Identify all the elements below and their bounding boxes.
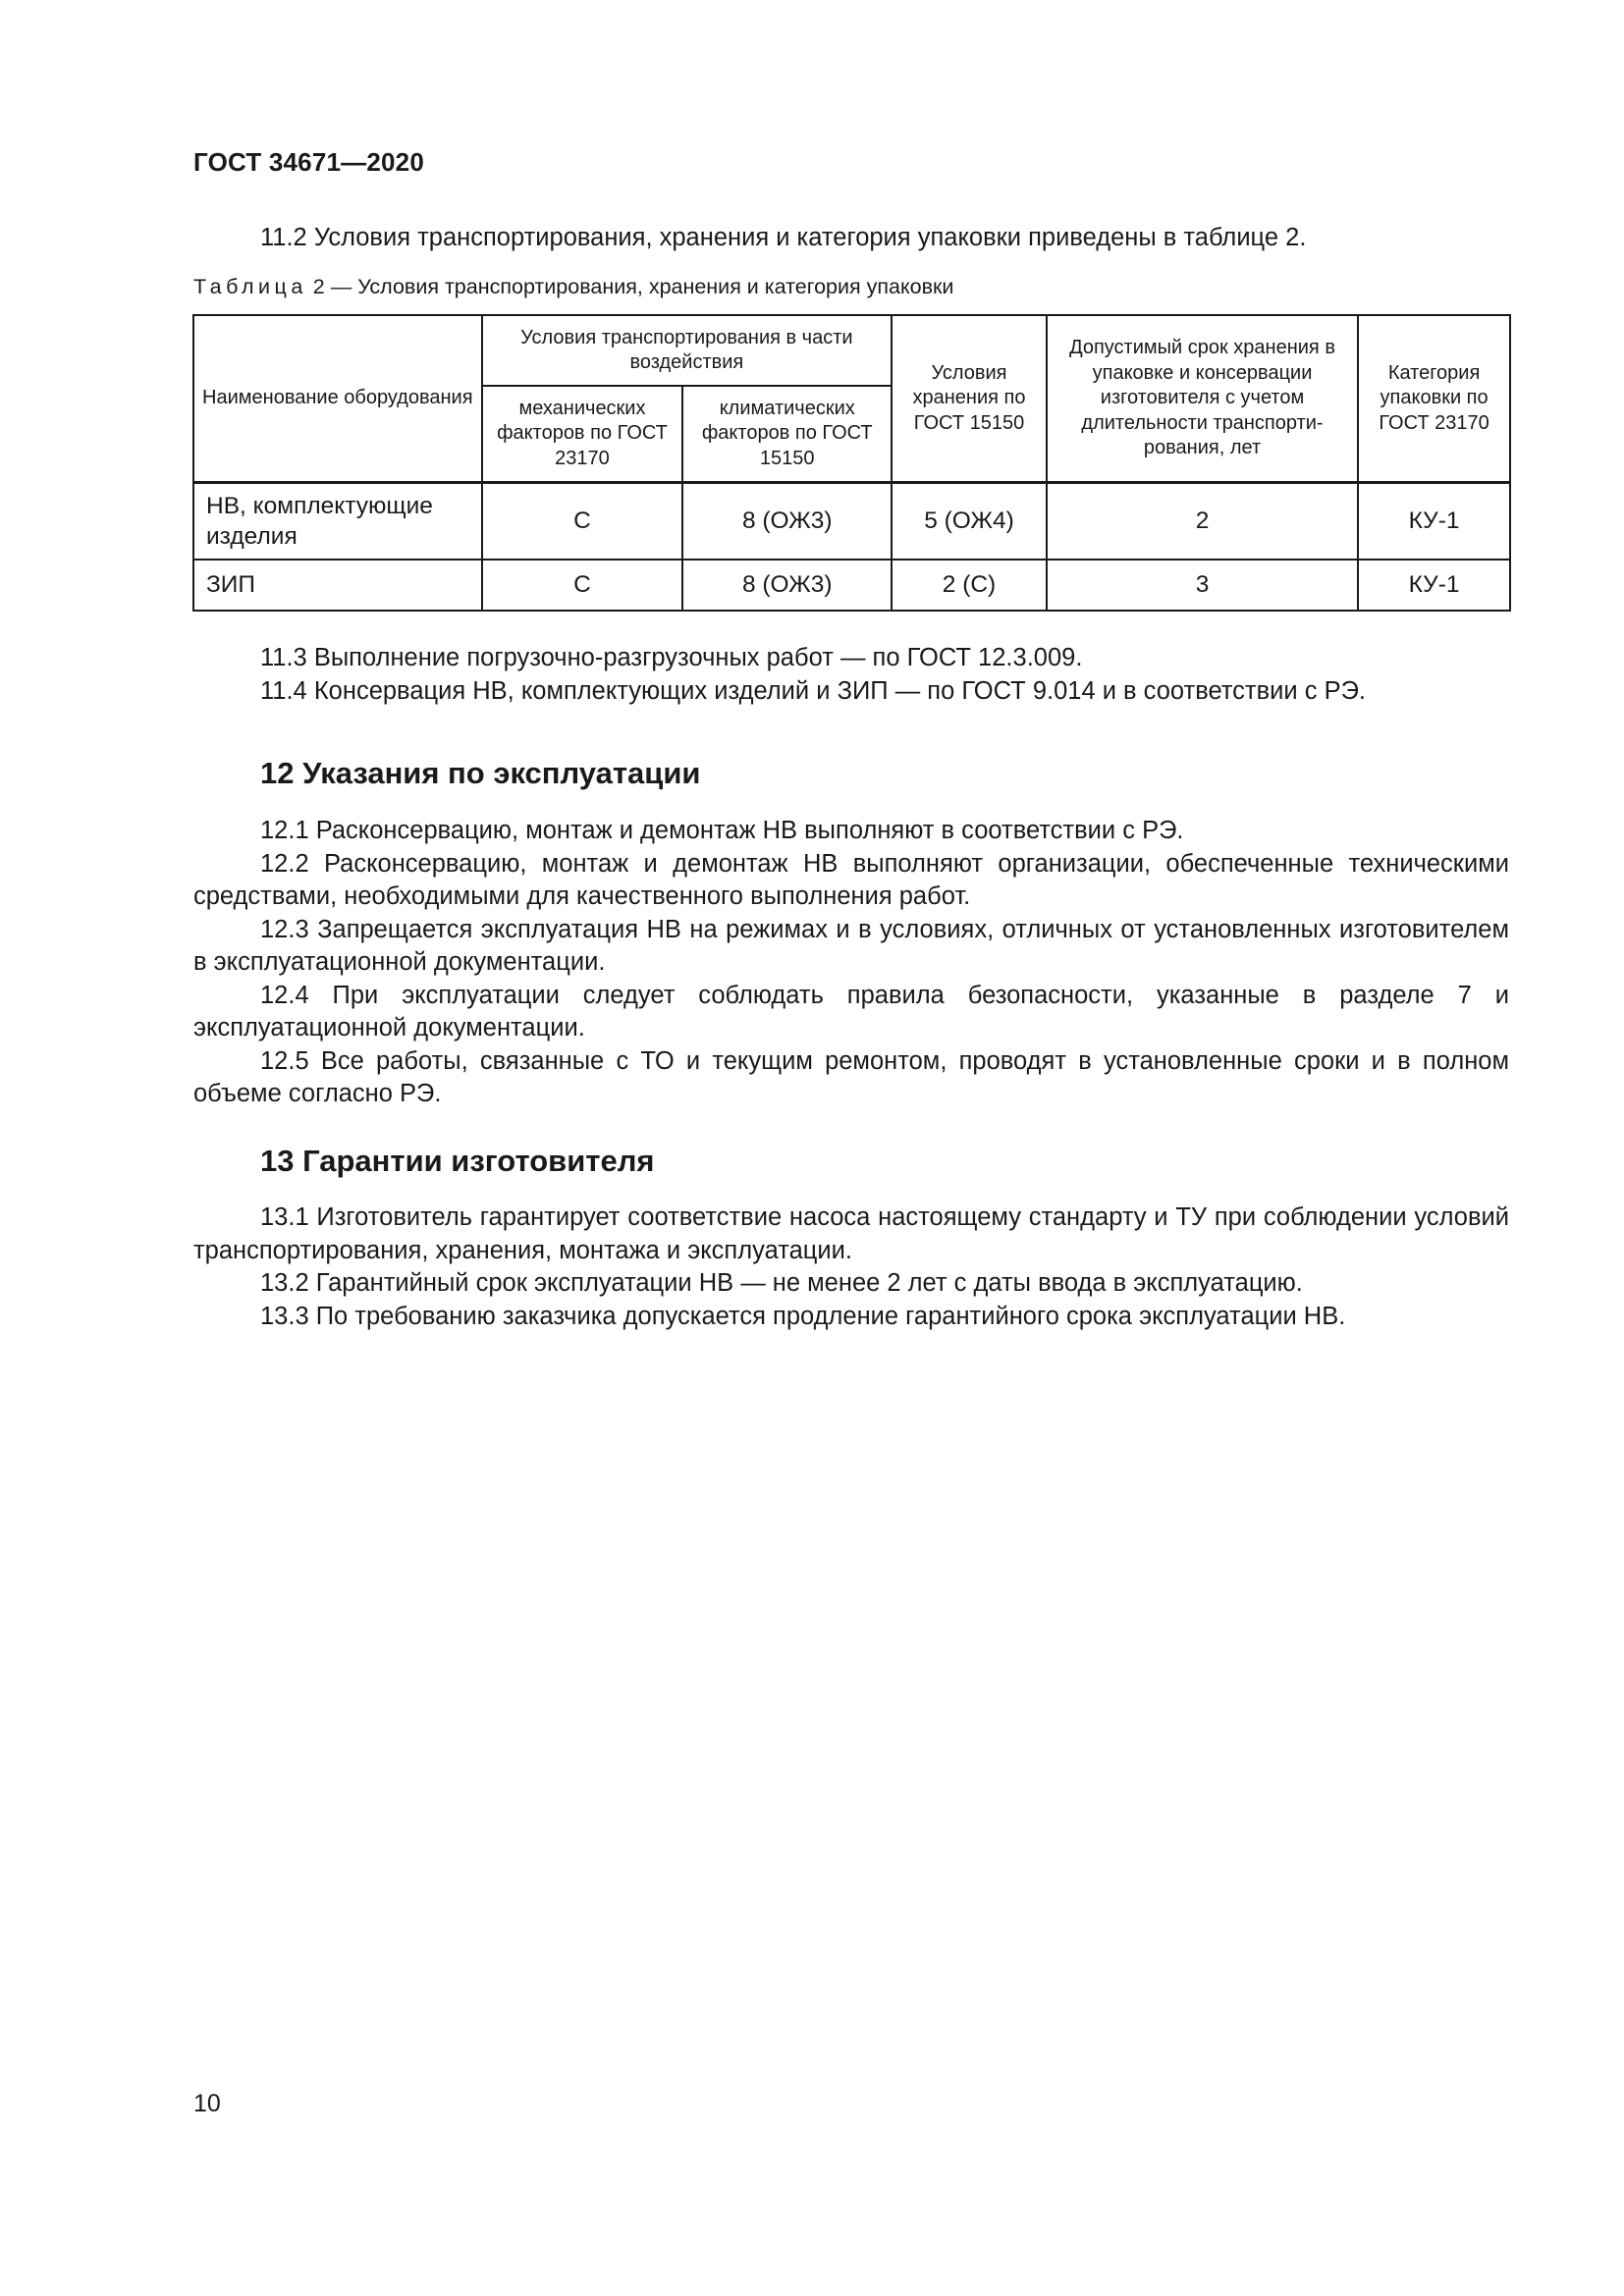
paragraph-12-1: 12.1 Расконсервацию, монтаж и демонтаж НВ выполняют в соответствии с РЭ. [260,817,1184,844]
cell-storage: 2 (С) [892,560,1047,611]
section-12-title: 12 Указания по эксплуатации [260,756,701,790]
intro-block [193,222,1509,255]
table-caption [193,275,953,299]
header-mechanical: механических факторов по ГОСТ 23170 [482,386,683,483]
header-shelf-life: Допустимый срок хранения в упаковке и консервации изготовителя с учетом длительности транспортирования, лет [1047,315,1358,483]
paragraph-11-2: 11.2 Условия транспортирования, хранения и категория упаковки приведены в таблице 2. [260,224,1307,251]
table-row [193,560,1510,611]
page-number: 10 [193,2090,221,2117]
paragraph-12-3: 12.3 Запрещается эксплуатация НВ на режимах и в условиях, отличных от установленных изготовителем в эксплуатационной документации. [193,915,1509,976]
cell-mechanical: С [482,483,683,560]
table-caption-text: 2 — Условия транспортирования, хранения и категория упаковки [312,275,954,298]
paragraph-13-3: 13.3 По требованию заказчика допускается продление гарантийного срока эксплуатации НВ. [260,1302,1346,1330]
table-row [193,483,1510,560]
section-13-body [193,1201,1509,1333]
header-storage: Условия хранения по ГОСТ 15150 [892,315,1047,483]
paragraph-12-4: 12.4 При эксплуатации следует соблюдать правила безопасности, указанные в разделе 7 и эксплуатационной документации. [193,981,1509,1041]
cell-storage: 5 (ОЖ4) [892,483,1047,560]
header-equipment: Наименование оборудования [193,315,482,483]
cell-name: ЗИП [193,560,482,611]
header-transport-group: Условия транспортирования в части воздействия [482,315,893,386]
cell-climatic: 8 (ОЖ3) [682,560,892,611]
after-table-block [193,642,1509,708]
paragraph-13-1: 13.1 Изготовитель гарантирует соответствие насоса настоящему стандарту и ТУ при соблюдении условий транспортирования, хранения, монтажа и эксплуатации. [193,1203,1509,1264]
paragraph-12-2: 12.2 Расконсервацию, монтаж и демонтаж НВ выполняют организации, обеспеченные техническими средствами, необходимыми для качественного выполнения работ. [193,849,1509,910]
paragraph-11-3: 11.3 Выполнение погрузочно-разгрузочных работ — по ГОСТ 12.3.009. [260,644,1083,671]
paragraph-13-2: 13.2 Гарантийный срок эксплуатации НВ — не менее 2 лет с даты ввода в эксплуатацию. [260,1269,1303,1297]
cell-packaging: КУ-1 [1358,483,1510,560]
table-caption-label: Таблица [193,275,307,298]
cell-shelf-life: 3 [1047,560,1358,611]
cell-climatic: 8 (ОЖ3) [682,483,892,560]
section-12-body [193,815,1509,1111]
document-code-header: ГОСТ 34671—2020 [193,147,424,177]
header-packaging: Категория упаковки по ГОСТ 23170 [1358,315,1510,483]
paragraph-11-4: 11.4 Консервация НВ, комплектующих изделий и ЗИП — по ГОСТ 9.014 и в соответствии с РЭ. [260,676,1366,705]
cell-shelf-life: 2 [1047,483,1358,560]
cell-packaging: КУ-1 [1358,560,1510,611]
paragraph-12-5: 12.5 Все работы, связанные с ТО и текущим ремонтом, проводят в установленные сроки и в полном объеме согласно РЭ. [193,1046,1509,1107]
cell-mechanical: С [482,560,683,611]
conditions-table [192,314,1511,612]
header-climatic: климатических факторов по ГОСТ 15150 [682,386,892,483]
cell-name: НВ, комплектующие изделия [193,483,482,560]
section-13-title: 13 Гарантии изготовителя [260,1144,655,1178]
